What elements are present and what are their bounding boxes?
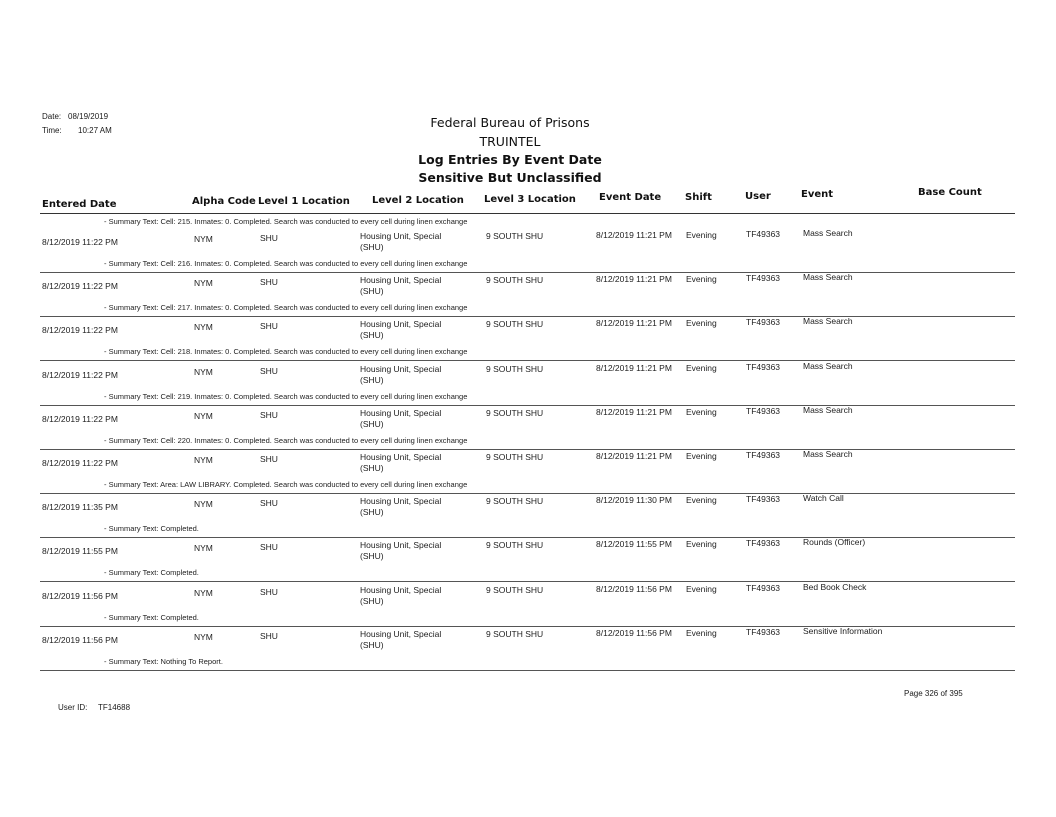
cell-event-date: 8/12/2019 11:21 PM <box>596 451 672 461</box>
time-value: 10:27 AM <box>78 126 112 135</box>
title-line-2: TRUINTEL <box>479 134 541 149</box>
cell-level3: 9 SOUTH SHU <box>486 496 544 507</box>
cell-user: TF49363 <box>746 626 781 637</box>
cell-user: TF49363 <box>746 361 781 372</box>
header-rule <box>40 213 1015 214</box>
cell-user: TF49363 <box>746 405 781 416</box>
cell-user: TF49363 <box>746 450 781 460</box>
cell-alpha-code: NYM <box>194 631 213 642</box>
cell-level3: 9 SOUTH SHU <box>486 363 544 374</box>
col-level2: Level 2 Location <box>372 195 464 206</box>
cell-event: Mass Search <box>803 316 853 327</box>
cell-level1: SHU <box>260 321 278 332</box>
row-divider <box>40 405 1015 406</box>
time-label: Time: <box>42 126 62 135</box>
cell-event-date: 8/12/2019 11:30 PM <box>596 495 672 506</box>
cell-entered-date: 8/12/2019 11:22 PM <box>42 369 118 380</box>
cell-entered-date: 8/12/2019 11:22 PM <box>42 325 118 336</box>
cell-level1: SHU <box>260 277 278 288</box>
row-divider <box>40 316 1015 317</box>
cell-event: Sensitive Information <box>803 625 883 636</box>
cell-alpha-code: NYM <box>194 322 213 333</box>
cell-level3: 9 SOUTH SHU <box>486 275 544 286</box>
cell-event: Watch Call <box>803 493 844 504</box>
col-alpha-code: Alpha Code <box>192 196 256 207</box>
row-divider <box>40 360 1015 361</box>
cell-event-date: 8/12/2019 11:21 PM <box>596 406 672 417</box>
cell-event-date: 8/12/2019 11:56 PM <box>596 627 672 638</box>
cell-level3: 9 SOUTH SHU <box>486 540 544 551</box>
cell-entered-date: 8/12/2019 11:22 PM <box>42 237 118 247</box>
col-level3: Level 3 Location <box>484 194 576 205</box>
cell-alpha-code: NYM <box>194 587 213 598</box>
col-shift: Shift <box>685 192 712 203</box>
cell-shift: Evening <box>686 230 717 240</box>
title-line-4: Sensitive But Unclassified <box>418 170 602 185</box>
footer-user-id-label: User ID: <box>58 703 88 712</box>
title-line-3: Log Entries By Event Date <box>418 152 602 167</box>
cell-shift: Evening <box>686 539 717 550</box>
cell-level1: SHU <box>260 542 278 553</box>
cell-level2: Housing Unit, Special (SHU) <box>360 363 442 385</box>
row-summary-text: - Summary Text: Area: LAW LIBRARY. Completed. Search was conducted to every cell during linen exchange <box>104 480 468 489</box>
cell-alpha-code: NYM <box>194 278 213 289</box>
cell-event: Rounds (Officer) <box>803 537 866 548</box>
cell-entered-date: 8/12/2019 11:35 PM <box>42 502 118 513</box>
cell-entered-date: 8/12/2019 11:22 PM <box>42 281 118 292</box>
col-event: Event <box>801 189 834 200</box>
cell-shift: Evening <box>686 451 717 461</box>
cell-event: Mass Search <box>803 449 853 459</box>
cell-event-date: 8/12/2019 11:21 PM <box>596 362 672 373</box>
row-divider <box>40 493 1015 494</box>
cell-level1: SHU <box>260 233 278 243</box>
cell-level1: SHU <box>260 365 278 376</box>
cell-level1: SHU <box>260 498 278 509</box>
cell-event-date: 8/12/2019 11:21 PM <box>596 230 672 240</box>
cell-user: TF49363 <box>746 494 781 505</box>
page-number: Page 326 of 395 <box>904 689 963 698</box>
cell-level1: SHU <box>260 454 278 464</box>
cell-alpha-code: NYM <box>194 455 213 465</box>
cell-user: TF49363 <box>746 317 781 328</box>
cell-alpha-code: NYM <box>194 366 213 377</box>
cell-alpha-code: NYM <box>194 234 213 244</box>
row-divider <box>40 449 1015 450</box>
date-value: 08/19/2019 <box>68 112 109 121</box>
cell-level2: Housing Unit, Special (SHU) <box>360 231 442 252</box>
cell-shift: Evening <box>686 495 717 506</box>
cell-level3: 9 SOUTH SHU <box>486 407 544 418</box>
row-divider <box>40 581 1015 582</box>
cell-alpha-code: NYM <box>194 543 213 554</box>
cell-user: TF49363 <box>746 273 781 284</box>
cell-level3: 9 SOUTH SHU <box>486 231 544 241</box>
row-summary-text: - Summary Text: Cell: 216. Inmates: 0. Completed. Search was conducted to every cell during linen exchange <box>104 259 468 268</box>
col-entered-date: Entered Date <box>42 199 117 210</box>
row-summary-text: - Summary Text: Completed. <box>104 612 199 622</box>
cell-level2: Housing Unit, Special (SHU) <box>360 496 442 518</box>
row-divider <box>40 537 1015 538</box>
cell-user: TF49363 <box>746 582 781 593</box>
date-label: Date: <box>42 112 62 121</box>
cell-level3: 9 SOUTH SHU <box>486 584 544 595</box>
title-line-1: Federal Bureau of Prisons <box>430 115 590 130</box>
cell-event-date: 8/12/2019 11:21 PM <box>596 318 672 329</box>
col-user: User <box>745 191 771 202</box>
col-base-count: Base Count <box>918 187 982 198</box>
cell-event: Mass Search <box>803 360 853 371</box>
cell-level2: Housing Unit, Special (SHU) <box>360 407 442 429</box>
cell-entered-date: 8/12/2019 11:56 PM <box>42 634 118 645</box>
row-summary-text: - Summary Text: Nothing To Report. <box>104 656 223 666</box>
cell-entered-date: 8/12/2019 11:22 PM <box>42 413 118 424</box>
cell-level2: Housing Unit, Special (SHU) <box>360 319 442 341</box>
cell-event-date: 8/12/2019 11:55 PM <box>596 539 672 550</box>
cell-alpha-code: NYM <box>194 410 213 421</box>
cell-event: Mass Search <box>803 228 853 238</box>
cell-user: TF49363 <box>746 538 781 549</box>
cell-shift: Evening <box>686 362 717 373</box>
cell-level2: Housing Unit, Special (SHU) <box>360 628 442 650</box>
row-divider <box>40 272 1015 273</box>
cell-level2: Housing Unit, Special (SHU) <box>360 452 442 473</box>
cell-level2: Housing Unit, Special (SHU) <box>360 275 442 297</box>
row-summary-text: - Summary Text: Cell: 220. Inmates: 0. Completed. Search was conducted to every cell during linen exchange <box>104 435 468 445</box>
cell-event: Bed Book Check <box>803 581 867 592</box>
cell-level2: Housing Unit, Special (SHU) <box>360 584 442 606</box>
cell-shift: Evening <box>686 406 717 417</box>
top-summary-text: - Summary Text: Cell: 215. Inmates: 0. Completed. Search was conducted to every cell during linen exchange <box>104 217 468 226</box>
footer-user-id-value: TF14688 <box>98 703 131 712</box>
row-summary-text: - Summary Text: Cell: 217. Inmates: 0. Completed. Search was conducted to every cell during linen exchange <box>104 303 468 313</box>
cell-level3: 9 SOUTH SHU <box>486 628 544 639</box>
row-summary-text: - Summary Text: Completed. <box>104 524 199 534</box>
cell-level2: Housing Unit, Special (SHU) <box>360 540 442 562</box>
cell-user: TF49363 <box>746 229 781 239</box>
row-summary-text: - Summary Text: Cell: 219. Inmates: 0. Completed. Search was conducted to every cell during linen exchange <box>104 391 468 401</box>
cell-level3: 9 SOUTH SHU <box>486 452 544 462</box>
cell-level3: 9 SOUTH SHU <box>486 319 544 330</box>
cell-shift: Evening <box>686 274 717 285</box>
cell-event-date: 8/12/2019 11:56 PM <box>596 583 672 594</box>
cell-shift: Evening <box>686 583 717 594</box>
col-event-date: Event Date <box>599 192 662 203</box>
cell-level1: SHU <box>260 409 278 420</box>
cell-level1: SHU <box>260 586 278 597</box>
row-divider <box>40 670 1015 671</box>
col-level1: Level 1 Location <box>258 196 350 207</box>
cell-alpha-code: NYM <box>194 499 213 510</box>
cell-level1: SHU <box>260 630 278 641</box>
cell-entered-date: 8/12/2019 11:56 PM <box>42 590 118 601</box>
cell-event-date: 8/12/2019 11:21 PM <box>596 274 672 285</box>
cell-event: Mass Search <box>803 272 853 283</box>
cell-shift: Evening <box>686 318 717 329</box>
cell-shift: Evening <box>686 627 717 638</box>
cell-entered-date: 8/12/2019 11:22 PM <box>42 458 118 468</box>
row-summary-text: - Summary Text: Cell: 218. Inmates: 0. Completed. Search was conducted to every cell during linen exchange <box>104 347 468 357</box>
row-summary-text: - Summary Text: Completed. <box>104 568 199 578</box>
cell-entered-date: 8/12/2019 11:55 PM <box>42 546 118 557</box>
cell-event: Mass Search <box>803 404 853 415</box>
